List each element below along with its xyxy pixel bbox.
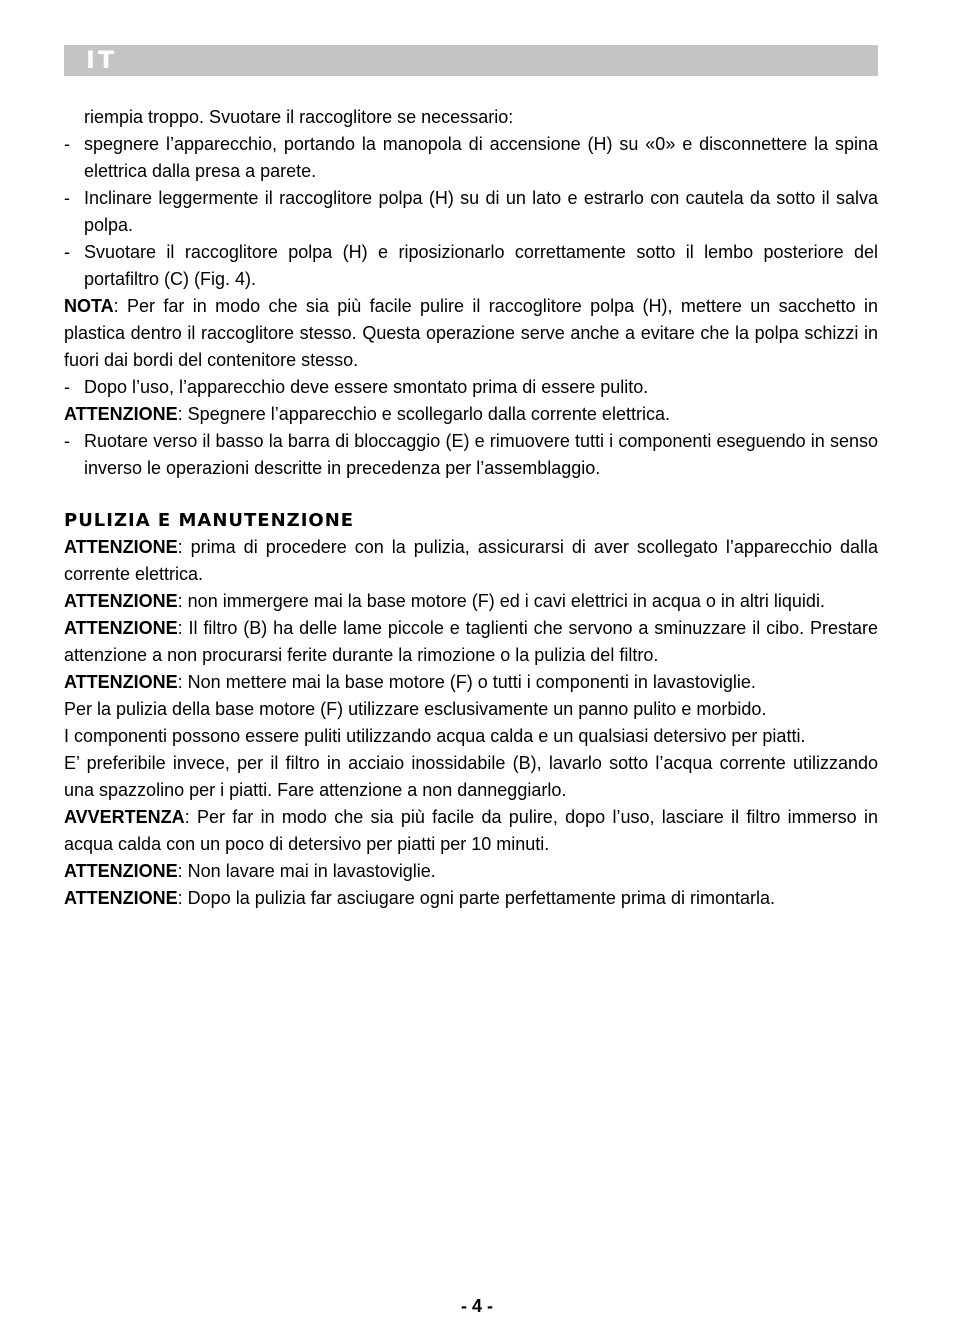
section-paragraph [64, 696, 878, 723]
paragraph-label: ATTENZIONE [64, 861, 178, 881]
paragraph-text: : Non mettere mai la base motore (F) o tutti i componenti in lavastoviglie. [177, 672, 756, 692]
paragraph-text: : prima di procedere con la pulizia, assicurarsi di aver scollegato l’apparecchio dalla corrente elettrica. [64, 537, 878, 584]
section-paragraph [64, 804, 878, 858]
section-paragraph [64, 588, 878, 615]
paragraph-text: Per la pulizia della base motore (F) utilizzare esclusivamente un panno pulito e morbido. [64, 699, 767, 719]
paragraph-text: I componenti possono essere puliti utilizzando acqua calda e un qualsiasi detersivo per piatti. [64, 726, 806, 746]
paragraph-text: E’ preferibile invece, per il filtro in acciaio inossidabile (B), lavarlo sotto l’acqua corrente utilizzando una spazzolino per i piatti. Fare attenzione a non danneggiarlo. [64, 753, 878, 800]
paragraph-label: ATTENZIONE [64, 672, 178, 692]
paragraph-label: ATTENZIONE [64, 888, 178, 908]
paragraph-text: : Non lavare mai in lavastoviglie. [177, 861, 436, 881]
nota-paragraph [64, 293, 878, 374]
continuation-text: riempia troppo. Svuotare il raccoglitore se necessario: [84, 107, 514, 127]
section-paragraph [64, 723, 878, 750]
paragraph-text: : non immergere mai la base motore (F) ed i cavi elettrici in acqua o in altri liquidi. [177, 591, 825, 611]
list-marker: - [64, 188, 70, 208]
section-paragraph [64, 858, 878, 885]
list-marker: - [64, 431, 70, 451]
list-marker: - [64, 242, 70, 262]
section-paragraph [64, 615, 878, 669]
document-body [64, 104, 878, 912]
list-item [64, 131, 878, 185]
language-header-bar [64, 45, 878, 76]
list-item-text: Inclinare leggermente il raccoglitore polpa (H) su di un lato e estrarlo con cautela da sotto il salva polpa. [84, 188, 878, 235]
section-paragraph [64, 669, 878, 696]
section-paragraph [64, 534, 878, 588]
nota-label: NOTA [64, 296, 114, 316]
paragraph-text: : Dopo la pulizia far asciugare ogni parte perfettamente prima di rimontarla. [177, 888, 775, 908]
warning-paragraph [64, 401, 878, 428]
nota-text: : Per far in modo che sia più facile pulire il raccoglitore polpa (H), mettere un sacchetto in plastica dentro il raccoglitore stesso. Questa operazione serve anche a evitare che la polpa schizzi in fuori dai bordi del contenitore stesso. [64, 296, 878, 370]
language-code: IT [86, 46, 118, 74]
section-spacer [64, 482, 878, 507]
list-item-text: spegnere l’apparecchio, portando la manopola di accensione (H) su «0» e disconnettere la spina elettrica dalla presa a parete. [84, 134, 878, 181]
paragraph-label: ATTENZIONE [64, 618, 178, 638]
list-item-text: Dopo l’uso, l’apparecchio deve essere smontato prima di essere pulito. [84, 377, 649, 397]
list-item [64, 374, 878, 401]
list-item [64, 239, 878, 293]
list-item-text: Ruotare verso il basso la barra di bloccaggio (E) e rimuovere tutti i componenti eseguendo in senso inverso le operazioni descritte in precedenza per l’assemblaggio. [84, 431, 878, 478]
paragraph-label: ATTENZIONE [64, 537, 178, 557]
warning-label: ATTENZIONE [64, 404, 178, 424]
list-item [64, 428, 878, 482]
section-paragraph [64, 885, 878, 912]
list-item [64, 185, 878, 239]
paragraph-text: : Per far in modo che sia più facile da pulire, dopo l’uso, lasciare il filtro immerso in acqua calda con un poco di detersivo per piatti per 10 minuti. [64, 807, 878, 854]
section-paragraph [64, 750, 878, 804]
paragraph-label: ATTENZIONE [64, 591, 178, 611]
list-marker: - [64, 377, 70, 397]
section-title: PULIZIA E MANUTENZIONE [64, 510, 355, 531]
list-item-text: Svuotare il raccoglitore polpa (H) e riposizionarlo correttamente sotto il lembo posteriore del portafiltro (C) (Fig. 4). [84, 242, 878, 289]
warning-text: : Spegnere l’apparecchio e scollegarlo dalla corrente elettrica. [177, 404, 670, 424]
paragraph-label: AVVERTENZA [64, 807, 185, 827]
list-marker: - [64, 134, 70, 154]
paragraph-text: : Il filtro (B) ha delle lame piccole e taglienti che servono a sminuzzare il cibo. Prestare attenzione a non procurarsi ferite durante la rimozione o la pulizia del filtro. [64, 618, 878, 665]
page-number: - 4 - [460, 1296, 493, 1316]
